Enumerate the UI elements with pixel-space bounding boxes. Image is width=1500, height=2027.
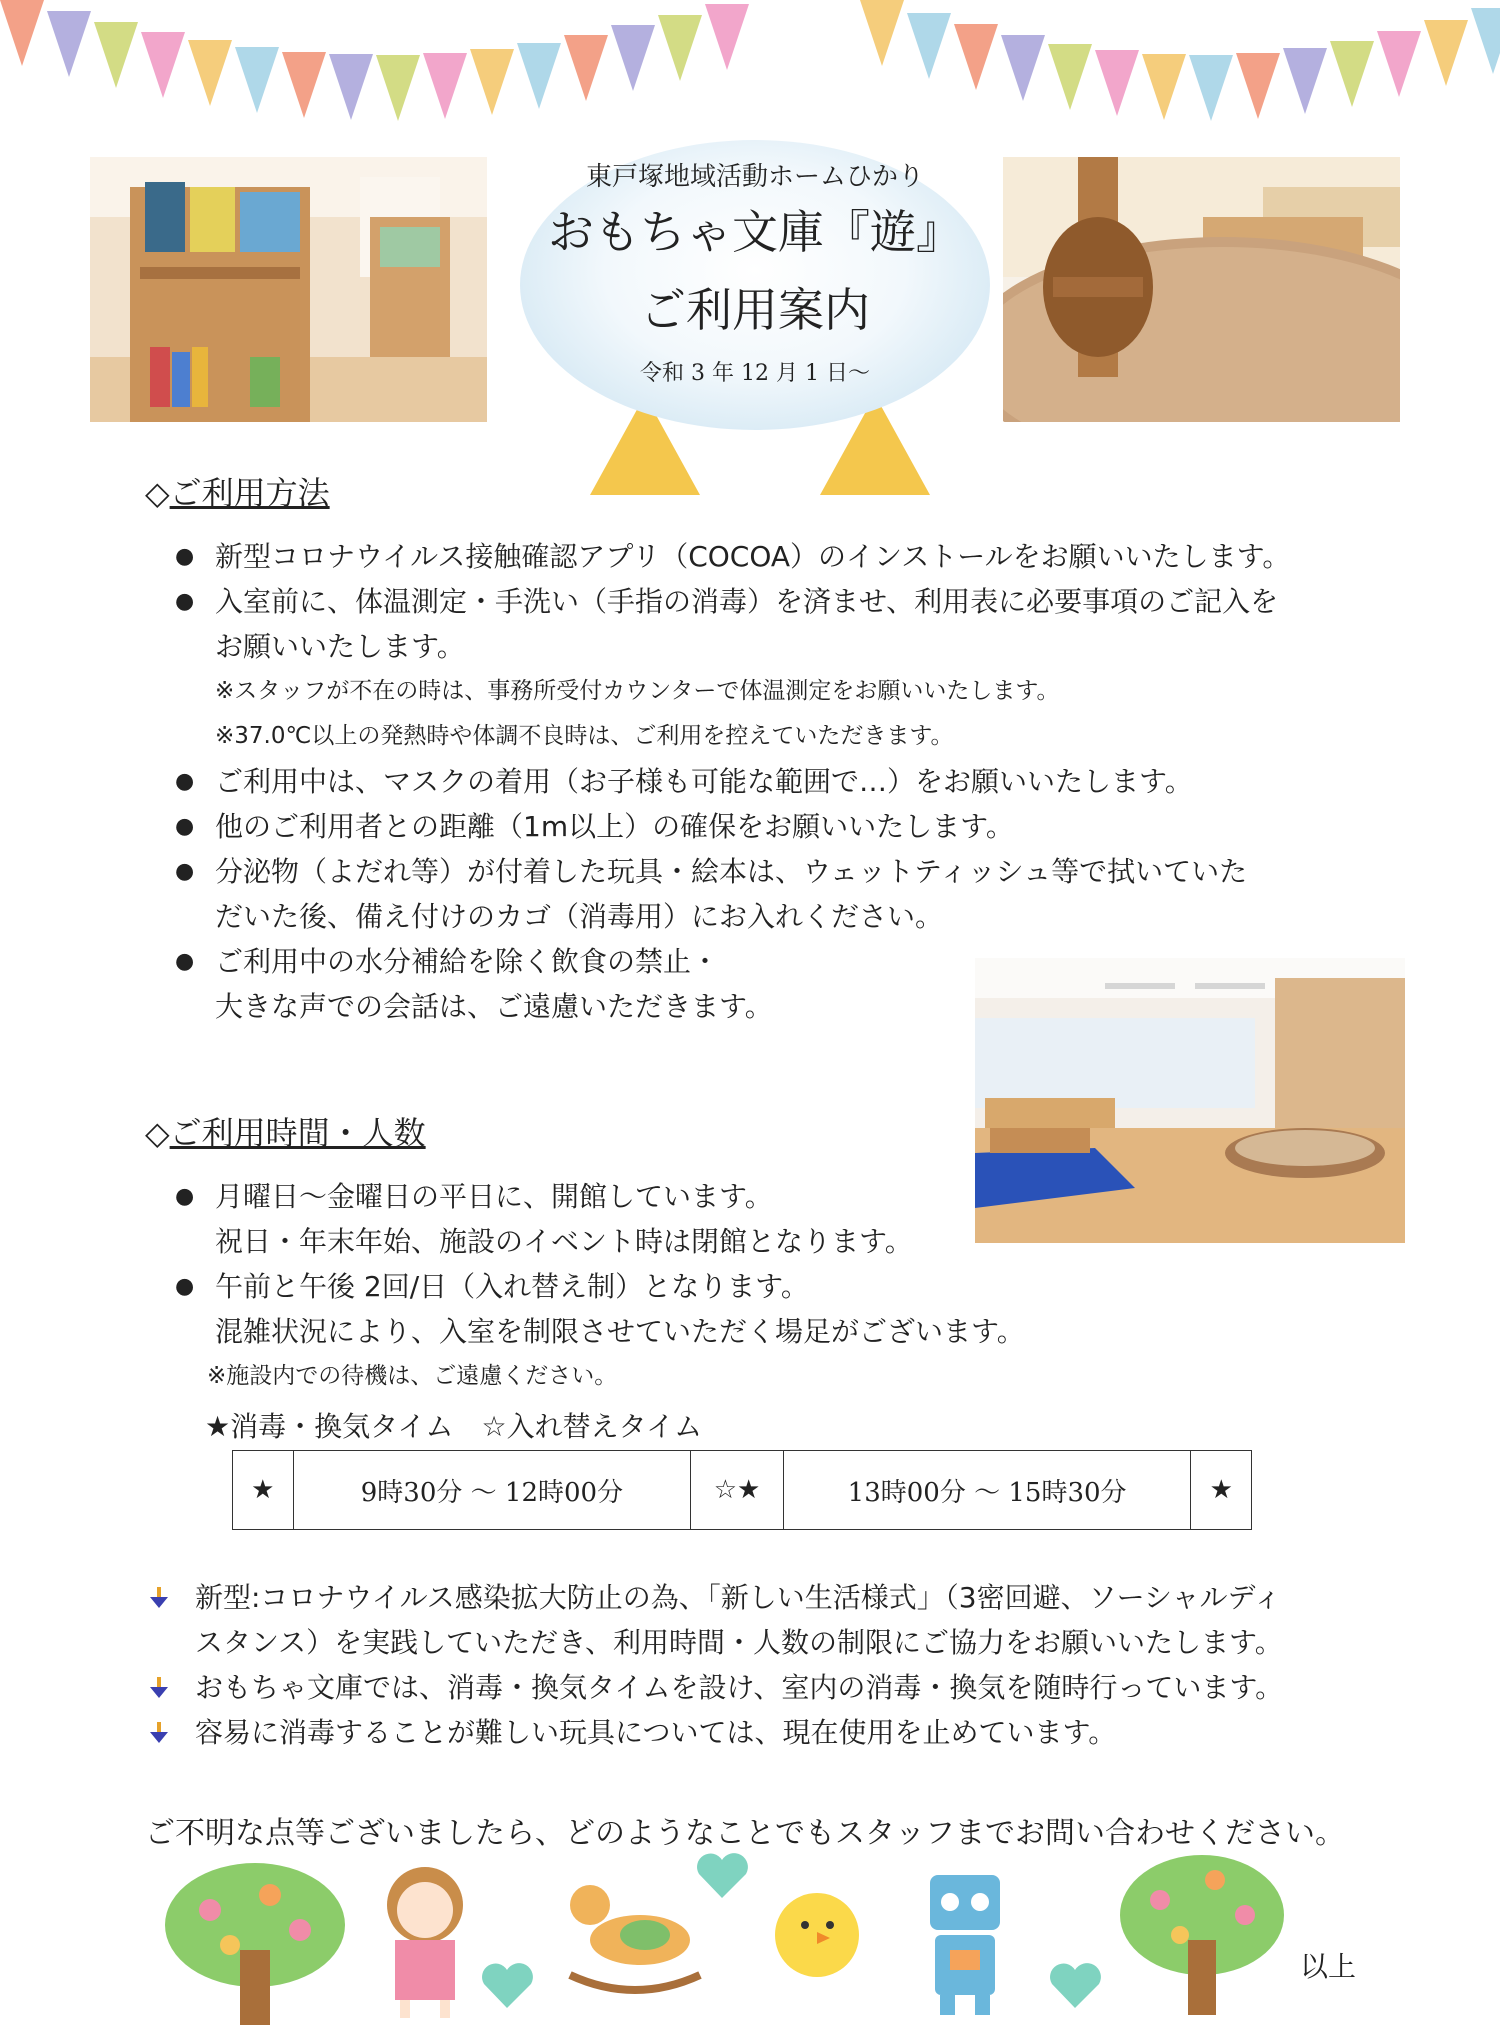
arrow-down-icon (148, 1677, 170, 1699)
list-item: ● 月曜日～金曜日の平日に、開館しています。 (145, 1174, 1395, 1219)
bunting-flag (611, 25, 655, 91)
schedule-cell: 13時00分 ～ 15時30分 (783, 1451, 1191, 1530)
bunting-flag (329, 54, 373, 120)
note-text: ※37.0℃以上の発熱時や体調不良時は、ご利用を控えていただきます。 (215, 723, 954, 749)
bunting-flag (47, 11, 91, 77)
bunting-flag (235, 47, 279, 113)
list-item-cont: 混雑状況により、入室を制限させていただく場足がございます。 (215, 1315, 1025, 1348)
notice-item-cont: スタンス）を実践していただき、利用時間・人数の制限にご協力をお願いいたします。 (195, 1626, 1283, 1659)
bunting-flag (564, 35, 608, 101)
list-item-cont: お願いいたします。 (215, 630, 465, 663)
heart-icon (1048, 1960, 1103, 2010)
note-text: ※施設内での待機は、ご遠慮ください。 (207, 1363, 618, 1389)
arrow-down-icon (148, 1587, 170, 1609)
list-item: ● 新型コロナウイルス接触確認アプリ（COCOA）のインストールをお願いいたします。 (145, 534, 1395, 579)
org-name: 東戸塚地域活動ホームひかり (585, 162, 924, 192)
bookshelf-photo (90, 157, 487, 422)
arrow-down-icon (148, 1722, 170, 1744)
list-item-cont: 祝日・年末年始、施設のイベント時は閉館となります。 (215, 1225, 913, 1258)
bunting-flag (517, 43, 561, 109)
tree-illustration (1115, 1850, 1290, 2015)
diamond-icon: ◇ (145, 1114, 170, 1152)
rocking-horse-illustration (560, 1875, 710, 1995)
bunting-flag (1142, 54, 1186, 120)
page-title: おもちゃ文庫『遊』 (548, 205, 962, 259)
bunting-flag (1424, 20, 1468, 86)
bunting-flag (423, 53, 467, 119)
tree-illustration (160, 1860, 350, 2025)
list-item-cont: だいた後、備え付けのカゴ（消毒用）にお入れください。 (215, 900, 944, 933)
bunting-flag (1189, 55, 1233, 121)
bunting-flag (1095, 50, 1139, 116)
bunting-flag (954, 24, 998, 90)
heart-icon (480, 1960, 535, 2010)
schedule-cell: ★ (233, 1451, 294, 1530)
ball-pool-photo (1003, 157, 1400, 422)
heart-icon (695, 1850, 750, 1900)
bunting-flag (1001, 35, 1045, 101)
schedule-cell: ★ (1191, 1451, 1252, 1530)
bunting-flag (860, 0, 904, 66)
hours-heading-text: ご利用時間・人数 (169, 1114, 426, 1152)
bunting-flag (907, 13, 951, 79)
list-item: ● ご利用中は、マスクの着用（お子様も可能な範囲で…）をお願いいたします。 (145, 759, 1395, 804)
schedule-table (232, 1450, 1252, 1530)
bunting-flag (94, 22, 138, 88)
end-mark: 以上 (1300, 1950, 1357, 1983)
bunting-flag (141, 32, 185, 98)
bunting-flag (705, 4, 749, 70)
bunting-flag (1471, 8, 1500, 74)
bunting-flag (376, 55, 420, 121)
bunting-flag (1048, 44, 1092, 110)
robot-illustration (905, 1860, 1025, 2020)
schedule-legend: ★消毒・換気タイム ☆入れ替えタイム (205, 1410, 703, 1443)
bunting-flag (282, 52, 326, 118)
bunting-flag (0, 0, 44, 66)
notice-list (140, 1575, 1410, 1755)
schedule-cell: 9時30分 ～ 12時00分 (293, 1451, 691, 1530)
diamond-icon: ◇ (145, 474, 170, 512)
list-item: ● 分泌物（よだれ等）が付着した玩具・絵本は、ウェットティッシュ等で拭いていた (145, 849, 1395, 894)
bunting-flag (470, 49, 514, 115)
list-item: ● 入室前に、体温測定・手洗い（手指の消毒）を済ませ、利用表に必要事項のご記入を (145, 579, 1395, 624)
bunting-flag (1330, 41, 1374, 107)
hours-list (145, 1174, 1395, 1399)
list-item-cont: 大きな声での会話は、ご遠慮いただきます。 (215, 990, 773, 1023)
notice-item: 新型:コロナウイルス感染拡大防止の為、「新しい生活様式」（3密回避、ソーシャルディ (140, 1575, 1410, 1620)
usage-heading-text: ご利用方法 (169, 474, 330, 512)
list-item: ● 午前と午後 2回/日（入れ替え制）となります。 (145, 1264, 1395, 1309)
hours-heading (145, 1108, 426, 1154)
note-text: ※スタッフが不在の時は、事務所受付カウンターで体温測定をお願いいたします。 (215, 678, 1060, 704)
bunting-flag (1283, 48, 1327, 114)
list-item: ● ご利用中の水分補給を除く飲食の禁止・ (145, 939, 1395, 984)
usage-heading (145, 468, 330, 514)
notice-item: おもちゃ文庫では、消毒・換気タイムを設け、室内の消毒・換気を随時行っています。 (140, 1665, 1410, 1710)
chick-illustration (770, 1870, 865, 1980)
bunting-flag (1236, 53, 1280, 119)
contact-note: ご不明な点等ございましたら、どのようなことでもスタッフまでお問い合わせください。 (145, 1816, 1345, 1851)
bunting-flag (188, 40, 232, 106)
list-item: ● 他のご利用者との距離（1m以上）の確保をお願いいたします。 (145, 804, 1395, 849)
bunting-flag (1377, 31, 1421, 97)
schedule-cell: ☆★ (691, 1451, 783, 1530)
notice-item: 容易に消毒することが難しい玩具については、現在使用を止めています。 (140, 1710, 1410, 1755)
usage-list (145, 534, 1395, 1029)
effective-date: 令和 3 年 12 月 1 日～ (640, 361, 870, 386)
page-subtitle: ご利用案内 (640, 283, 870, 337)
doll-illustration (370, 1860, 480, 2020)
bunting-flag (658, 15, 702, 81)
